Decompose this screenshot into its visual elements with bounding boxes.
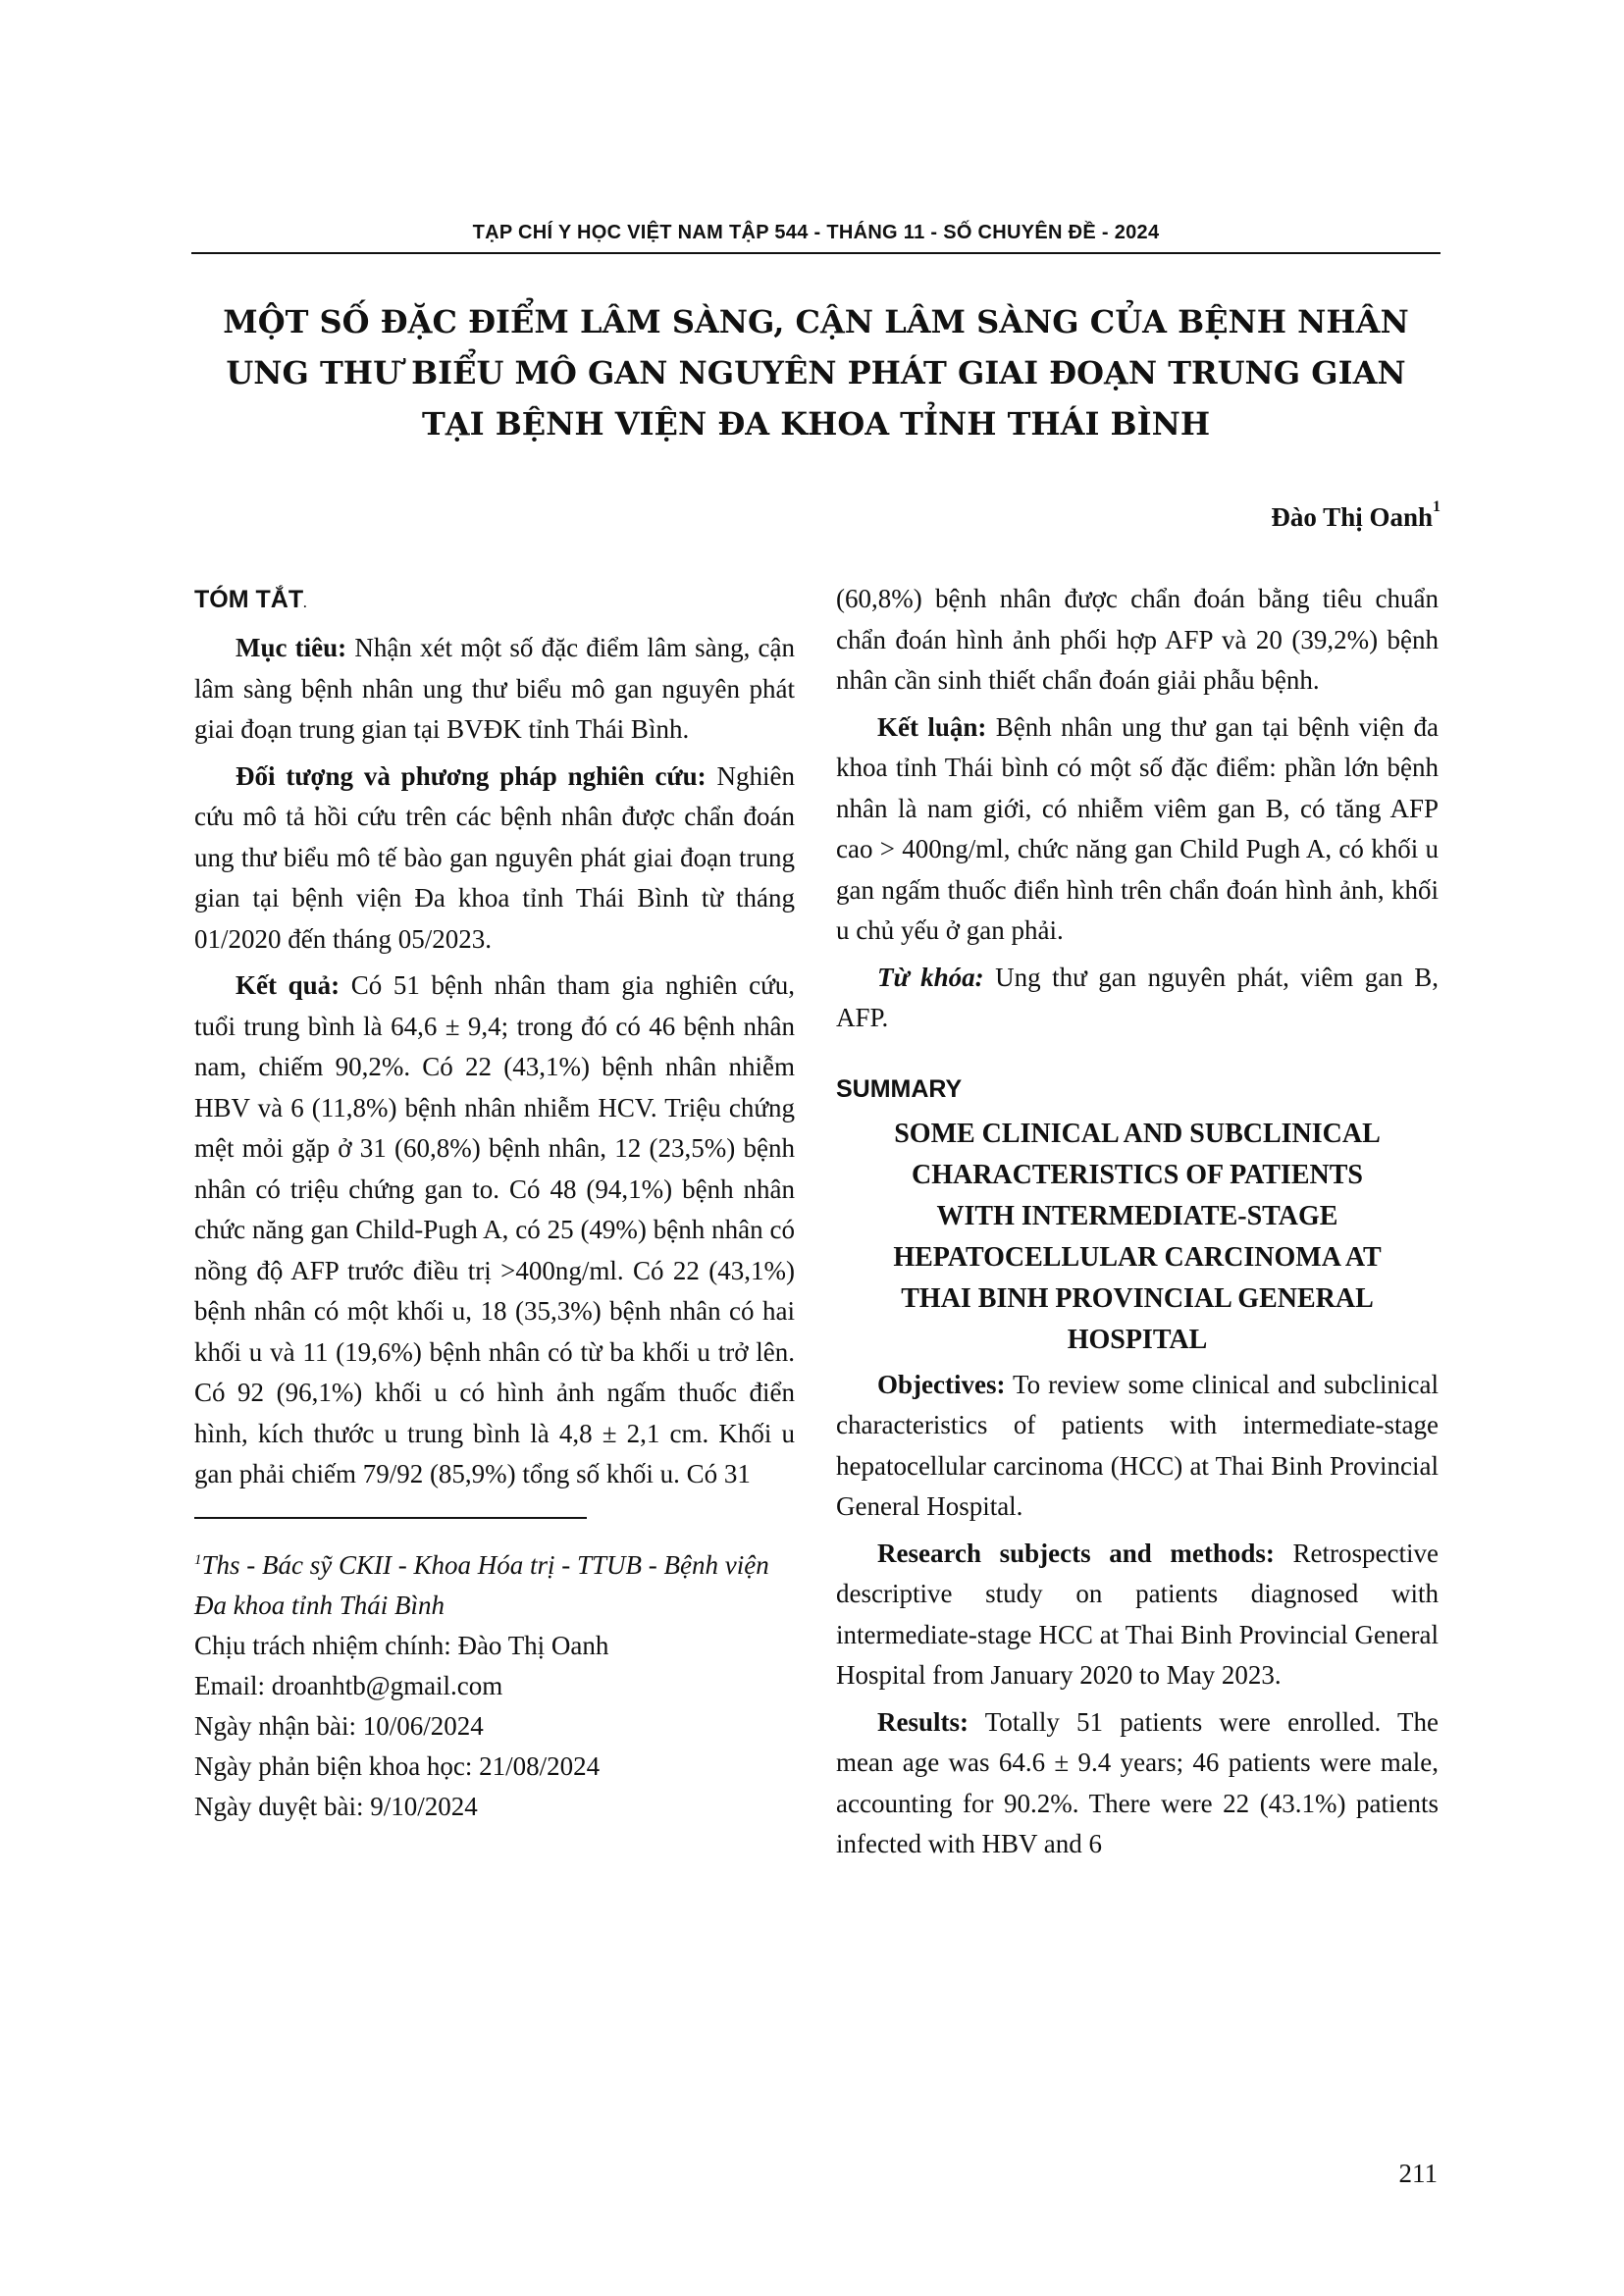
keywords-text: Ung thư gan nguyên phát, viêm gan B, AFP. [836, 962, 1439, 1032]
footnote-reviewed: Ngày phản biện khoa học: 21/08/2024 [194, 1750, 601, 1781]
conclusion-label: Kết luận: [877, 711, 987, 742]
footnote [194, 1540, 795, 1827]
objective-label: Mục tiêu: [236, 633, 347, 662]
english-title-line: THAI BINH PROVINCIAL GENERAL [901, 1282, 1374, 1314]
footnote-affiliation-text: Ths - Bác sỹ CKII - Khoa Hóa trị - TTUB - Bệnh viện Đa khoa tỉnh Thái Bình [194, 1549, 769, 1620]
footnote-responsible: Chịu trách nhiệm chính: Đào Thị Oanh [194, 1630, 609, 1660]
author-affiliation-mark: 1 [1433, 498, 1441, 515]
conclusion-text: Bệnh nhân ung thư gan tại bệnh viện đa khoa tỉnh Thái bình có một số đặc điểm: phần lớn bệnh nhân là nam giới, có nhiễm viêm gan B, có tăng AFP cao > 400ng/ml, chức năng gan Child Pugh A, có khối u gan ngấm thuốc điển hình trên chẩn đoán hình ảnh, khối u chủ yếu ở gan phải. [836, 711, 1439, 945]
english-title-line: SOME CLINICAL AND SUBCLINICAL [894, 1118, 1381, 1149]
english-title-line: WITH INTERMEDIATE-STAGE [936, 1200, 1338, 1231]
en-results-label: Results: [877, 1706, 969, 1737]
footnote-rule [194, 1517, 587, 1519]
en-methods-text: Retrospective descriptive study on patients diagnosed with intermediate-stage HCC at Thai Binh Provincial General Hospital from January 2020 to May 2023. [836, 1538, 1439, 1690]
summary-objectives [836, 1365, 1439, 1528]
objective-text: Nhận xét một số đặc điểm lâm sàng, cận lâm sàng bệnh nhân ung thư biểu mô gan nguyên phát giai đoạn trung gian tại BVĐK tỉnh Thái Bình. [194, 633, 796, 744]
english-title [836, 1114, 1439, 1361]
keywords-label: Từ khóa: [877, 962, 984, 992]
abstract-conclusion [836, 707, 1439, 952]
title-line: UNG THƯ BIỂU MÔ GAN NGUYÊN PHÁT GIAI ĐOẠN TRUNG GIAN [226, 354, 1406, 391]
en-methods-label: Research subjects and methods: [877, 1538, 1275, 1568]
author [1271, 498, 1441, 533]
english-title-line: HEPATOCELLULAR CARCINOMA AT [893, 1241, 1382, 1273]
abstract-heading [194, 579, 795, 624]
page-number: 211 [1398, 2159, 1438, 2188]
footnote-accepted: Ngày duyệt bài: 9/10/2024 [194, 1791, 478, 1821]
article-title [191, 296, 1441, 449]
title-line: MỘT SỐ ĐẶC ĐIỂM LÂM SÀNG, CẬN LÂM SÀNG CỦA BỆNH NHÂN [223, 303, 1409, 340]
methods-label: Đối tượng và phương pháp nghiên cứu: [236, 760, 707, 791]
footnote-mark: 1 [194, 1551, 202, 1568]
running-header: TẠP CHÍ Y HỌC VIỆT NAM TẬP 544 - THÁNG 11 - SỐ CHUYÊN ĐỀ - 2024 [472, 222, 1160, 243]
summary-results [836, 1702, 1439, 1865]
abstract-heading-dot: . [303, 597, 307, 610]
title-line: TẠI BỆNH VIỆN ĐA KHOA TỈNH THÁI BÌNH [421, 405, 1211, 443]
summary-heading: SUMMARY [836, 1074, 963, 1103]
abstract-objective [194, 628, 795, 751]
english-title-line: HOSPITAL [1067, 1324, 1208, 1355]
footnote-email: Email: droanhtb@gmail.com [194, 1670, 503, 1700]
abstract-methods [194, 757, 795, 961]
right-column [836, 579, 1439, 1871]
summary-methods [836, 1534, 1439, 1696]
results-label: Kết quả: [236, 970, 341, 1000]
abstract-results [194, 965, 795, 1495]
footnote-received: Ngày nhận bài: 10/06/2024 [194, 1710, 484, 1741]
left-column [194, 579, 795, 1827]
english-title-line: CHARACTERISTICS OF PATIENTS [911, 1159, 1364, 1190]
objectives-text: To review some clinical and subclinical characteristics of patients with intermediate-stage hepatocellular carcinoma (HCC) at Thai Binh Provincial General Hospital. [836, 1369, 1439, 1521]
methods-text: Nghiên cứu mô tả hồi cứu trên các bệnh nhân được chẩn đoán ung thư biểu mô tế bào gan nguyên phát giai đoạn trung gian tại bệnh viện Đa khoa tỉnh Thái Bình từ tháng 01/2020 đến tháng 05/2023. [194, 760, 796, 954]
abstract-keywords [836, 958, 1439, 1039]
en-results-text: Totally 51 patients were enrolled. The mean age was 64.6 ± 9.4 years; 46 patients were male, accounting for 90.2%. There were 22 (43.1%) patients infected with HBV and 6 [836, 1706, 1439, 1858]
abstract-heading-text: TÓM TẮT [194, 586, 304, 613]
author-name: Đào Thị Oanh [1271, 502, 1433, 532]
footnote-affiliation [194, 1540, 795, 1626]
results-text: Có 51 bệnh nhân tham gia nghiên cứu, tuổi trung bình là 64,6 ± 9,4; trong đó có 46 bệnh nhân nam, chiếm 90,2%. Có 22 (43,1%) bệnh nhân nhiễm HBV và 6 (11,8%) bệnh nhân nhiễm HCV. Triệu chứng mệt mỏi gặp ở 31 (60,8%) bệnh nhân, 12 (23,5%) bệnh nhân có triệu chứng gan to. Có 48 (94,1%) bệnh nhân chức năng gan Child-Pugh A, có 25 (49%) bệnh nhân có nồng độ AFP trước điều trị >400ng/ml. Có 22 (43,1%) bệnh nhân có một khối u, 18 (35,3%) bệnh nhân có hai khối u và 11 (19,6%) bệnh nhân có từ ba khối u trở lên. Có 92 (96,1%) khối u có hình ảnh ngấm thuốc điển hình, kích thước u trung bình là 4,8 ± 2,1 cm. Khối u gan phải chiếm 79/92 (85,9%) tổng số khối u. Có 31 [194, 970, 795, 1488]
objectives-label: Objectives: [877, 1369, 1006, 1399]
abstract-results-continued: (60,8%) bệnh nhân được chẩn đoán bằng tiêu chuẩn chẩn đoán hình ảnh phối hợp AFP và 20 (39,2%) bệnh nhân cần sinh thiết chẩn đoán giải phẫu bệnh. [836, 584, 1439, 695]
header-rule [191, 252, 1441, 254]
